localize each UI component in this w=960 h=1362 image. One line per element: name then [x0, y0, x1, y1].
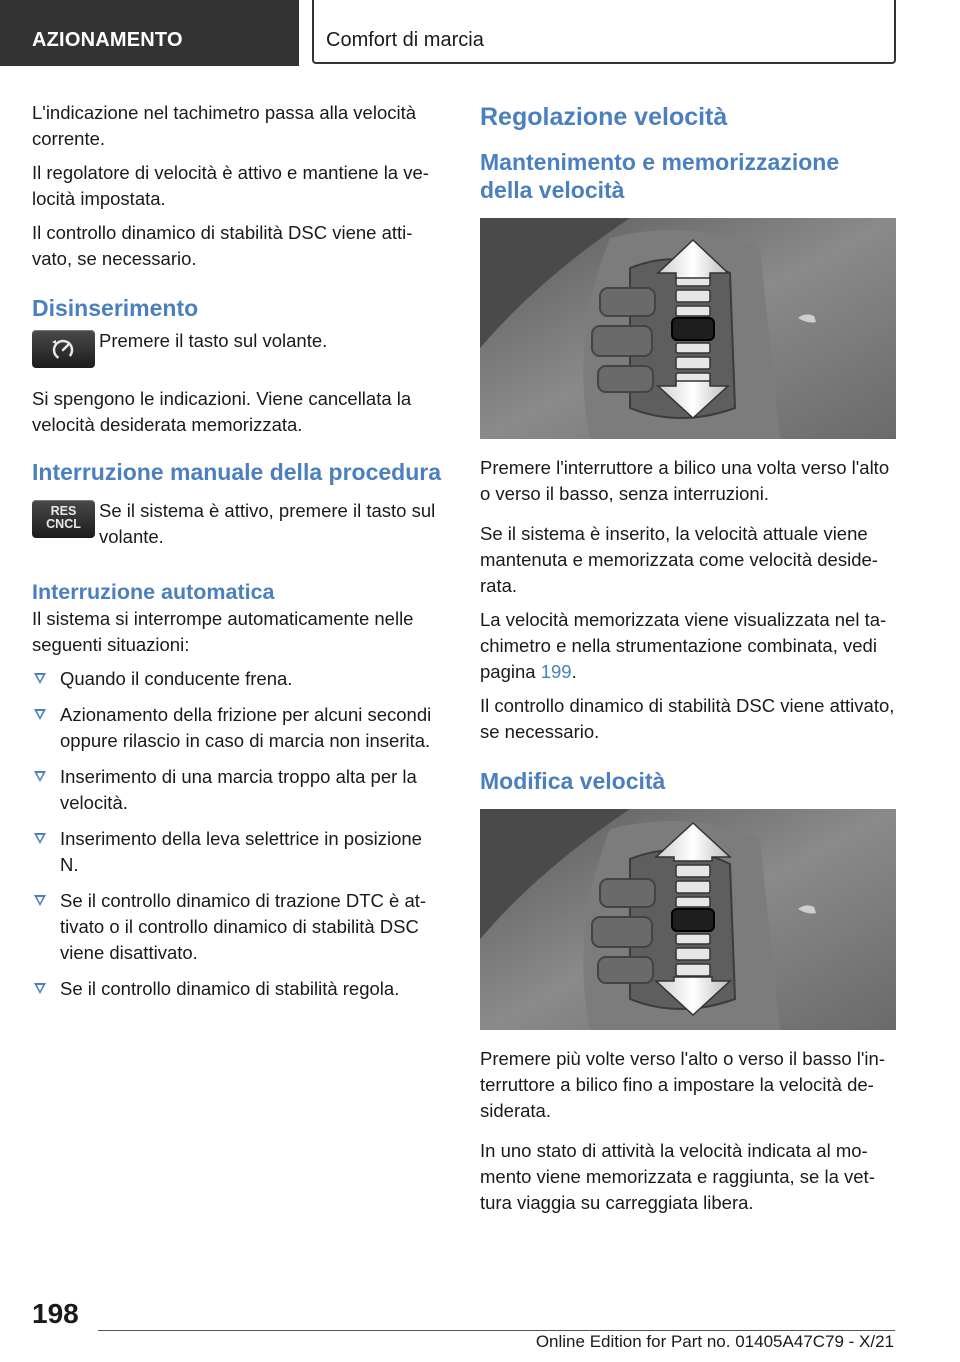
mantenimento-p1: Premere l'interruttore a bilico una volta verso l'alto o verso il basso, senza interruzioni.	[480, 457, 890, 504]
heading-disinserimento: Disinserimento	[32, 295, 199, 321]
triangle-bullet-icon	[34, 895, 46, 906]
list-item: Azionamento della frizione per alcuni secondi oppure rilascio in caso di marcia non inserita.	[32, 702, 442, 754]
triangle-bullet-icon	[34, 673, 46, 684]
footer-divider	[98, 1330, 895, 1331]
edition-note: Online Edition for Part no. 01405A47C79 - X/21	[535, 1332, 894, 1351]
left-column	[32, 100, 442, 1012]
intro-paragraph: L'indicazione nel tachimetro passa alla velocità corrente.	[32, 102, 417, 149]
cruise-control-icon	[32, 330, 95, 368]
page-reference-link[interactable]: 199	[540, 661, 572, 682]
list-item: Se il controllo dinamico di trazione DTC è attivato o il controllo dinamico di stabilità DSC viene disattivato.	[32, 888, 442, 966]
mantenimento-p3: La velocità memorizzata viene visualizzata nel tachimetro e nella strumentazione combinata, vedi pagina 199.	[480, 609, 887, 682]
chapter-tab	[312, 0, 896, 64]
interruzione-automatica-intro: Il sistema si interrompe automaticamente nelle seguenti situazioni:	[32, 608, 414, 655]
triangle-bullet-icon	[34, 709, 46, 720]
mantenimento-p4: Il controllo dinamico di stabilità DSC viene attivato, se necessario.	[480, 695, 895, 742]
steering-wheel-rocker-photo	[480, 218, 896, 439]
modifica-p2: In uno stato di attività la velocità indicata al momento viene memorizzata e raggiunta, se la vettura viaggia su carreggiata libera.	[480, 1140, 875, 1213]
heading-modifica-velocita: Modifica velocità	[480, 768, 666, 794]
intro-paragraph: Il regolatore di velocità è attivo e mantiene la velocità impostata.	[32, 162, 429, 209]
disinserimento-instruction	[32, 328, 442, 372]
heading-mantenimento: Mantenimento e memorizzazione della velocità	[480, 149, 840, 203]
interruzione-manuale-text: Se il sistema è attivo, premere il tasto sul volante.	[99, 500, 436, 547]
steering-wheel-rocker-photo	[480, 809, 896, 1030]
disinserimento-text: Premere il tasto sul volante.	[99, 330, 328, 351]
disinserimento-result: Si spengono le indicazioni. Viene cancellata la velocità desiderata memorizzata.	[32, 388, 412, 435]
automatic-interruption-list	[32, 666, 442, 1002]
intro-paragraph: Il controllo dinamico di stabilità DSC viene attivato, se necessario.	[32, 222, 413, 269]
chapter-name: Comfort di marcia	[326, 29, 484, 51]
modifica-p1: Premere più volte verso l'alto o verso il basso l'interruttore a bilico fino a impostare la velocità desiderata.	[480, 1048, 885, 1121]
list-item: Inserimento della leva selettrice in posizione N.	[32, 826, 442, 878]
page-header	[0, 0, 960, 66]
section-tab	[0, 0, 299, 66]
list-item: Inserimento di una marcia troppo alta per la velocità.	[32, 764, 442, 816]
list-item: Quando il conducente frena.	[32, 666, 442, 692]
triangle-bullet-icon	[34, 771, 46, 782]
list-item: Se il controllo dinamico di stabilità regola.	[32, 976, 442, 1002]
res-cncl-button-icon	[32, 500, 95, 538]
triangle-bullet-icon	[34, 833, 46, 844]
page-number: 198	[32, 1298, 79, 1329]
mantenimento-p2: Se il sistema è inserito, la velocità attuale viene mantenuta e memorizzata come velocità desiderata.	[480, 523, 878, 596]
interruzione-manuale-instruction	[32, 498, 442, 550]
heading-interruzione-manuale: Interruzione manuale della procedura	[32, 459, 441, 485]
section-name: AZIONAMENTO	[32, 29, 183, 51]
heading-interruzione-automatica: Interruzione automatica	[32, 580, 275, 604]
triangle-bullet-icon	[34, 983, 46, 994]
res-cncl-key-text: RES CNCL	[46, 504, 81, 531]
heading-regolazione-velocita: Regolazione velocità	[480, 103, 728, 131]
right-column	[480, 100, 896, 1224]
